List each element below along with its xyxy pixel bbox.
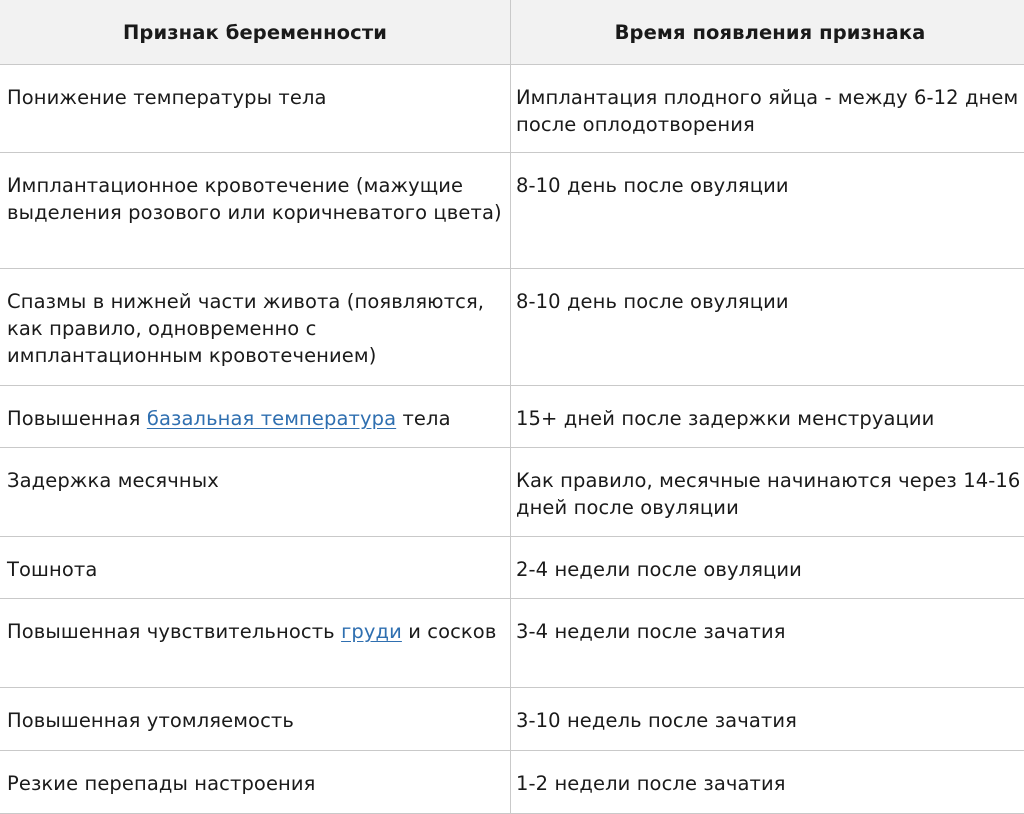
header-sign: Признак беременности <box>0 0 511 65</box>
time-cell: 3-4 недели после зачатия <box>511 599 1024 688</box>
table-row <box>0 448 1024 537</box>
time-cell: Как правило, месячные начинаются через 14-16 дней после овуляции <box>511 448 1024 537</box>
sign-cell: Повышенная утомляемость <box>0 688 511 751</box>
basal-temperature-link[interactable]: базальная температура <box>147 407 396 430</box>
sign-cell: Тошнота <box>0 537 511 599</box>
table-row <box>0 386 1024 448</box>
time-cell: Имплантация плодного яйца - между 6-12 днем после оплодотворения <box>511 65 1024 153</box>
breast-link[interactable]: груди <box>341 620 402 643</box>
table-row <box>0 599 1024 688</box>
time-cell: 15+ дней после задержки менструации <box>511 386 1024 448</box>
table-row <box>0 65 1024 153</box>
sign-cell: Имплантационное кровотечение (мажущие выделения розового или коричневатого цвета) <box>0 153 511 269</box>
table-row <box>0 751 1024 814</box>
time-cell: 1-2 недели после зачатия <box>511 751 1024 814</box>
table-row <box>0 269 1024 386</box>
time-cell: 8-10 день после овуляции <box>511 153 1024 269</box>
sign-cell <box>0 386 511 448</box>
sign-cell: Понижение температуры тела <box>0 65 511 153</box>
time-cell: 3-10 недель после зачатия <box>511 688 1024 751</box>
sign-cell: Спазмы в нижней части живота (появляются, как правило, одновременно с имплантационным кровотечением) <box>0 269 511 386</box>
sign-text-prefix: Повышенная чувствительность <box>7 620 341 643</box>
time-cell: 2-4 недели после овуляции <box>511 537 1024 599</box>
table-row <box>0 537 1024 599</box>
sign-text-suffix: и сосков <box>402 620 497 643</box>
table-row <box>0 688 1024 751</box>
table-header-row <box>0 0 1024 65</box>
sign-cell: Резкие перепады настроения <box>0 751 511 814</box>
sign-text-prefix: Повышенная <box>7 407 147 430</box>
sign-cell <box>0 599 511 688</box>
header-time: Время появления признака <box>511 0 1024 65</box>
sign-text-suffix: тела <box>396 407 450 430</box>
table-row <box>0 153 1024 269</box>
time-cell: 8-10 день после овуляции <box>511 269 1024 386</box>
sign-cell: Задержка месячных <box>0 448 511 537</box>
